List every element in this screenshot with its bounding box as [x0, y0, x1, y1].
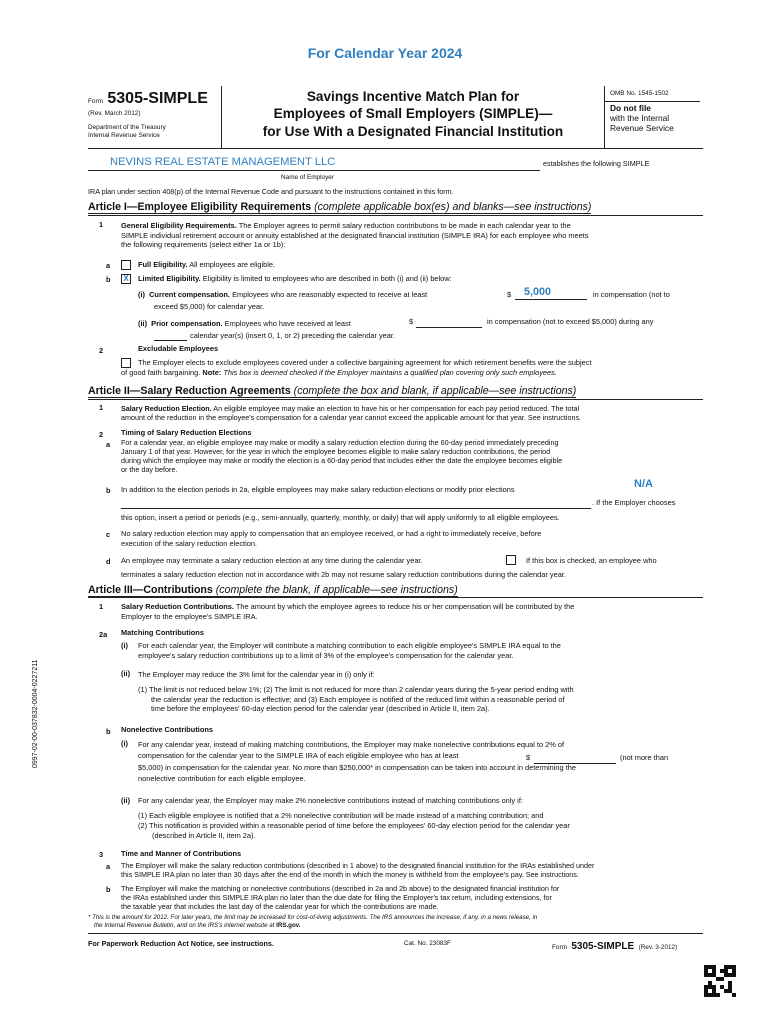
a3-item3b: The Employer will make the matching or nonelective contributions (described in 2a and 2b above) to the designated financial institution for the IRAs established under this SIMPLE IRA plan no later than the due date for filing the Employer's tax return, including extensions, for the taxable year that includes the last day of the calendar year for which the contributions are made. [121, 884, 560, 912]
a1-item-a: Full Eligibility. All employees are eligible. [138, 260, 276, 269]
title-line-2: Employees of Small Employers (SIMPLE)— [273, 106, 553, 122]
qr-code-icon [704, 965, 736, 997]
item-number: 2 [99, 346, 104, 355]
item-letter: (ii) [121, 796, 131, 805]
employer-line-2: IRA plan under section 408(p) of the Internal Revenue Code and pursuant to the instructions contained in this form. [88, 187, 454, 196]
do-not-file-2: with the Internal [610, 113, 670, 124]
a2-item2a: For a calendar year, an eligible employee may make or modify a salary reduction election during the 60-day period immediately preceding January 1 of that year. However, for the year in which the employee becomes eligible to make salary reduction contributions, the period during which the employee may make or modify the election is a 60-day period that includes either the date the employee becomes eligible or the day before. [121, 438, 563, 474]
dollar-sign: $ [507, 290, 512, 299]
item-letter: (ii) [121, 669, 131, 678]
a3-item3-head: Time and Manner of Contributions [121, 849, 242, 858]
item-number: 3 [99, 850, 104, 859]
footer-form-id: Form 5305-SIMPLE (Rev. 3-2012) [552, 941, 678, 952]
a2-item2b-after: . If the Employer chooses [592, 498, 676, 507]
a3-match-ii: The Employer may reduce the 3% limit for the calendar year in (i) only if: [138, 670, 375, 679]
election-period-field[interactable]: N/A [634, 478, 653, 490]
form-number: 5305-SIMPLE [107, 90, 208, 107]
item-letter: b [106, 486, 111, 495]
exclude-collective-bargaining-checkbox[interactable] [121, 358, 131, 368]
article-1-title: Article I—Employee Eligibility Requirements (complete applicable box(es) and blanks—see instructions) [88, 201, 592, 213]
item-letter: (i) [121, 641, 128, 650]
form-prefix: Form [88, 98, 103, 105]
a1-prior-comp-after: in compensation (not to exceed $5,000) during any [487, 317, 654, 326]
a3-nonelective-i: For any calendar year, instead of making matching contributions, the Employer may make nonelective contributions equal to 2% of compensation for the calendar year to the SIMPLE IRA of each eligible employee who has at least $5,000) in compensation for the calendar year. No more than $250,000* in compensation can be taken into account in determining the nonelective contribution for each eligible employee. [138, 740, 576, 784]
department: Department of the Treasury [88, 124, 166, 132]
side-code: 0997-02-00-037832-0004-0227211 [32, 659, 39, 768]
limited-eligibility-checkbox[interactable]: X [121, 274, 131, 284]
form-id-block [88, 90, 221, 139]
a1-current-comp: (i) Current compensation. Employees who are reasonably expected to receive at least [138, 290, 428, 299]
a1-item1: General Eligibility Requirements. The Employer agrees to permit salary reduction contributions to be made in each calendar year to the SIMPLE individual retirement account or annuity established at the designated financial institution (SIMPLE IRA) for each employee who meets the following requirements (select either 1a or 1b): [121, 221, 589, 250]
full-eligibility-checkbox[interactable] [121, 260, 131, 270]
a1-item-b: Limited Eligibility. Eligibility is limited to employees who are described in both (i) and (ii) below: [138, 274, 452, 283]
a1-item2: The Employer elects to exclude employees covered under a collective bargaining agreement for which retirement benefits were the subject of good faith bargaining. Note: This box is deemed checked if the Employer maintains a qualified plan covering only such employees. [121, 358, 592, 377]
a3-nonelective-ii: For any calendar year, the Employer may make 2% nonelective contributions instead of matching contributions only if: [138, 796, 523, 805]
omb-block [610, 90, 702, 133]
a3-item2a-head: Matching Contributions [121, 628, 204, 637]
item-letter: a [106, 261, 111, 270]
item-letter: a [106, 862, 111, 871]
article-3-title: Article III—Contributions (complete the blank, if applicable—see instructions) [88, 584, 458, 596]
a2-item1: Salary Reduction Election. An eligible employee may make an election to have his or her compensation for each pay period reduced. The total amount of the reduction in the employee's compensation for a calendar year cannot exceed the applicable amount for that year. See instructions. [121, 404, 582, 423]
a3-match-i: For each calendar year, the Employer will contribute a matching contribution to each eligible employee's SIMPLE IRA equal to the employee's salary reduction contributions up to a limit of 3% of the employee's compensation for the calendar year. [138, 641, 561, 660]
catalog-number: Cat. No. 23083F [404, 940, 451, 947]
a2-item2c: No salary reduction election may apply to compensation that an employee received, or had a right to immediately receive, before execution of the salary reduction election. [121, 529, 542, 548]
dollar-sign: $ [409, 317, 414, 326]
agency: Internal Revenue Service [88, 131, 160, 139]
a1-item2-head: Excludable Employees [138, 344, 219, 353]
form-revision: (Rev. March 2012) [88, 110, 141, 117]
item-letter: (i) [121, 739, 128, 748]
a2-item2d: An employee may terminate a salary reduction election at any time during the calendar year. [121, 556, 423, 565]
item-number: 2 [99, 430, 104, 439]
form-title [224, 88, 602, 140]
a3-item3a: The Employer will make the salary reduction contributions (described in 1 above) to the designated financial institution for the IRAs established under this SIMPLE IRA plan no later than 30 days after the end of the month in which the money is withheld from the employee's pay. See instructions. [121, 861, 595, 880]
current-compensation-amount[interactable]: 5,000 [524, 286, 552, 298]
omb-number: OMB No. 1545-1502 [610, 90, 669, 97]
employer-caption: Name of Employer [281, 174, 334, 181]
a2-item2b: In addition to the election periods in 2a, eligible employees may make salary reduction elections or modify prior elections [121, 485, 515, 494]
item-letter: a [106, 440, 111, 449]
a1-current-comp-after: in compensation (not to [593, 290, 670, 299]
item-number: 1 [99, 403, 104, 412]
a1-prior-comp-cont: calendar year(s) (insert 0, 1, or 2) preceding the calendar year. [190, 331, 395, 340]
item-letter: d [106, 557, 111, 566]
do-not-file: Do not file [610, 103, 651, 114]
item-number: 1 [99, 602, 104, 611]
item-letter: c [106, 530, 111, 539]
a3-match-ii-conditions: (1) The limit is not reduced below 1%; (2) The limit is not reduced for more than 2 calendar years during the 5-year period ending with the calendar year the reduction is effective; and (3) Each employee is notified of the reduced limit within a reasonable period of time before the employees' 60-day election period for the calendar year (described in Article II, item 2a). [138, 685, 574, 714]
terminate-election-checkbox[interactable] [506, 555, 516, 565]
item-number: 2a [99, 630, 108, 639]
item-letter: b [106, 885, 111, 894]
a3-nonelective-ii-conditions: (1) Each eligible employee is notified that a 2% nonelective contribution will be made instead of a matching contribution; and (2) This notification is provided within a reasonable period of time before the employees' 60-day election period for the calendar year (described in Article II, item 2a). [138, 811, 570, 840]
paperwork-notice: For Paperwork Reduction Act Notice, see instructions. [88, 939, 274, 948]
do-not-file-3: Revenue Service [610, 123, 674, 134]
article-2-title: Article II—Salary Reduction Agreements (complete the box and blank, if applicable—see instructions) [88, 385, 577, 397]
a3-item2b-head: Nonelective Contributions [121, 725, 213, 734]
title-line-1: Savings Incentive Match Plan for [306, 89, 520, 104]
prior-compensation-field[interactable] [416, 327, 482, 328]
item-letter: b [106, 727, 111, 736]
prior-years-field[interactable] [154, 340, 187, 341]
a2-item2d-after: If this box is checked, an employee who [526, 556, 657, 565]
employer-suffix: establishes the following SIMPLE [543, 159, 650, 168]
election-period-line[interactable] [121, 508, 591, 509]
a1-prior-comp: (ii) Prior compensation. Employees who have received at least [138, 319, 351, 328]
nonelective-threshold-field[interactable] [534, 763, 616, 764]
item-number: 1 [99, 220, 104, 229]
a3-item1: Salary Reduction Contributions. The amount by which the employee agrees to reduce his or her compensation will be contributed by the Employer to the employee's SIMPLE IRA. [121, 602, 575, 621]
a1-current-comp-cont: exceed $5,000) for calendar year. [154, 302, 265, 311]
a2-item2-head: Timing of Salary Reduction Elections [121, 428, 252, 437]
a2-item2d-cont: terminates a salary reduction election not in accordance with 2b may not resume salary reduction contributions during the calendar year. [121, 570, 566, 579]
year-banner: For Calendar Year 2024 [307, 45, 463, 61]
item-letter: b [106, 275, 111, 284]
employer-name-field[interactable]: NEVINS REAL ESTATE MANAGEMENT LLC [110, 156, 336, 168]
a2-item2b-cont: this option, insert a period or periods (e.g., semi-annually, quarterly, monthly, or daily) that will apply uniformly to all eligible employees. [121, 513, 560, 522]
title-line-3: for Use With a Designated Financial Institution [262, 123, 564, 139]
footnote: * This is the amount for 2012. For later years, the limit may be increased for cost-of-living adjustments. The IRS announces the increase, if any, in a news release, in the Internal Revenue Bulletin, and on the IRS's internet website at IRS.gov. [88, 914, 538, 930]
a3-nonelective-i-after: (not more than [620, 753, 669, 762]
dollar-sign: $ [526, 753, 531, 762]
